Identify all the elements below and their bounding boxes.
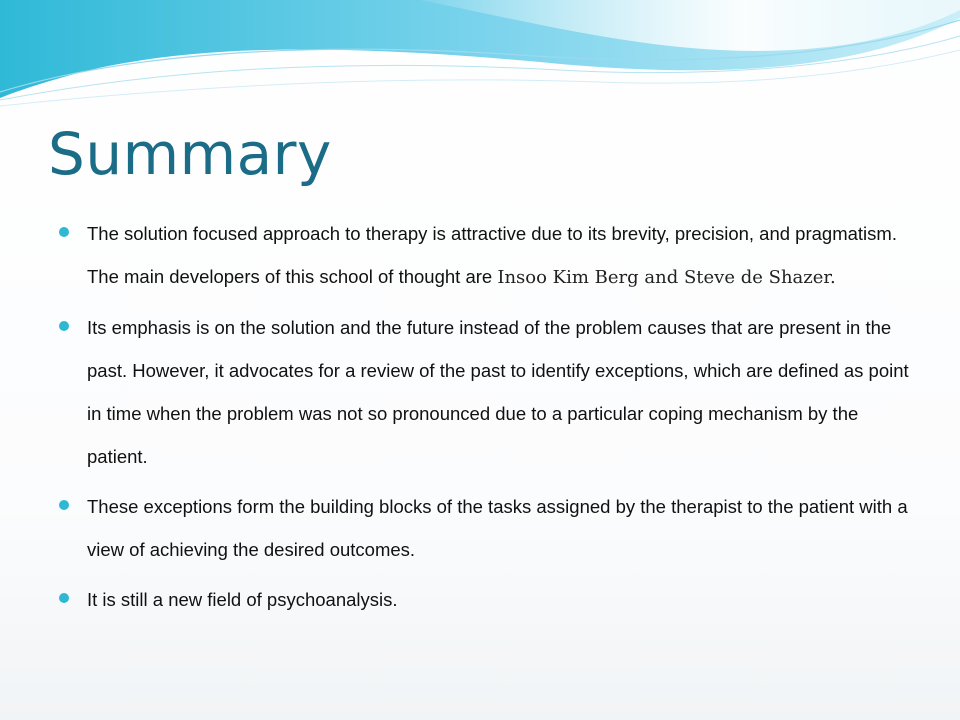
bullet-dot-icon — [59, 321, 69, 331]
bullet-text: The solution focused approach to therapy is attractive due to its brevity, precision, and pragmatism. The main developers of this school of thought are — [87, 223, 897, 287]
developer-names: Insoo Kim Berg and Steve de Shazer. — [497, 267, 836, 288]
slide-title: Summary — [48, 120, 332, 188]
bullet-dot-icon — [59, 227, 69, 237]
bullet-item-4 — [58, 578, 918, 621]
bullet-list — [58, 212, 918, 628]
bullet-dot-icon — [59, 593, 69, 603]
bullet-text: Its emphasis is on the solution and the future instead of the problem causes that are present in the past. However, it advocates for a review of the past to identify exceptions, which are defined as point in time when the problem was not so pronounced due to a particular coping mechanism by the patient. — [87, 317, 909, 467]
bullet-item-2 — [58, 306, 918, 478]
bullet-text: These exceptions form the building blocks of the tasks assigned by the therapist to the patient with a view of achieving the desired outcomes. — [87, 496, 908, 560]
bullet-item-3 — [58, 485, 918, 571]
bullet-text: It is still a new field of psychoanalysis. — [87, 589, 398, 610]
header-wave-decoration — [0, 0, 960, 115]
bullet-item-1 — [58, 212, 918, 299]
bullet-dot-icon — [59, 500, 69, 510]
